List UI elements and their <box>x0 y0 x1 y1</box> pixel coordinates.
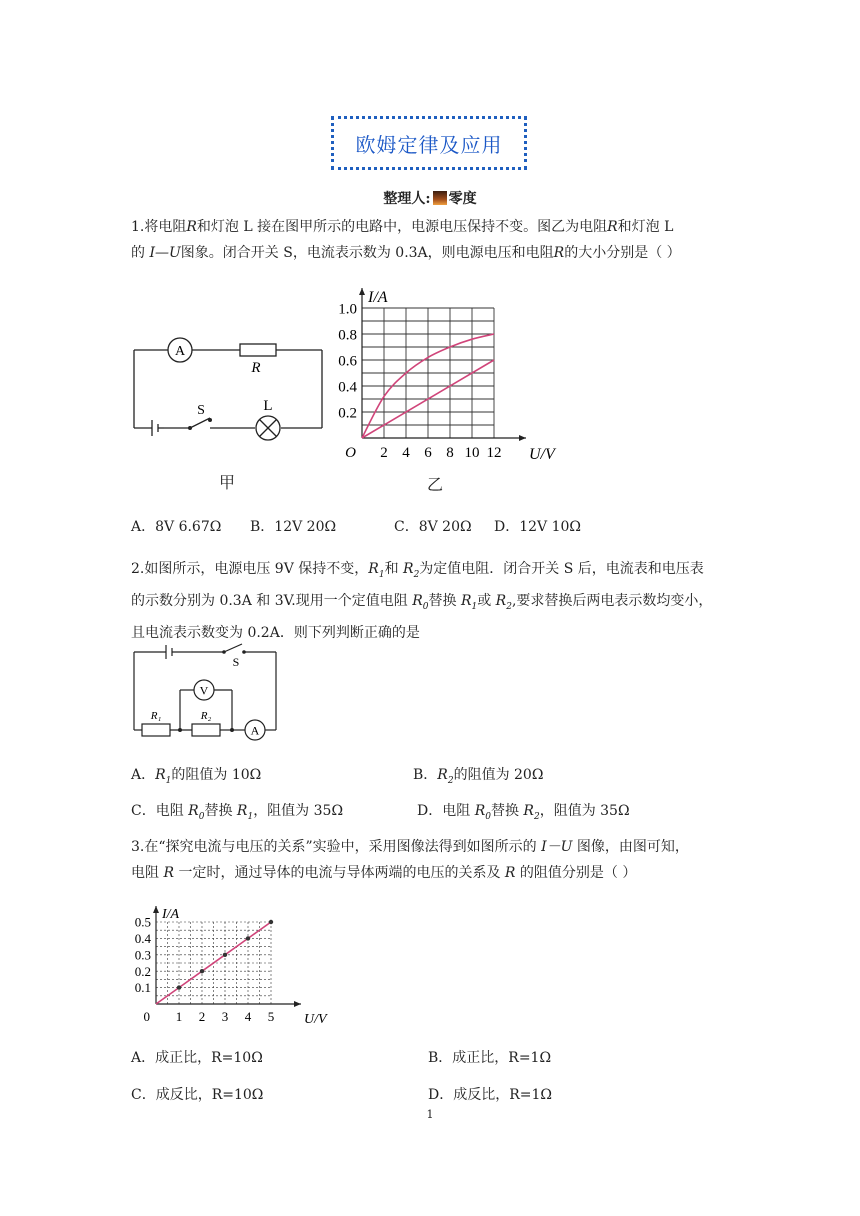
author-avatar <box>433 191 447 205</box>
q1-option-c: C．8V 20Ω <box>394 519 472 535</box>
x-tick-label: 4 <box>402 445 410 461</box>
y-tick-label: 0.5 <box>134 914 151 930</box>
y-axis-label: I/A <box>368 289 388 306</box>
y-tick-label: 0.4 <box>134 930 151 946</box>
x-tick-label: 6 <box>424 445 432 461</box>
q2-option-a: A．$R_1$的阻值为 10Ω <box>131 767 262 786</box>
q3-text: 3.在“探究电流与电压的关系”实验中，采用图像法得到如图所示的 I－U 图像，由图可知， 电阻 R 一定时，通过导体的电流与导体两端的电压的关系及 R 的阻值分别是（ ） <box>131 839 689 881</box>
data-point <box>269 920 273 924</box>
q3-option-d: D．成反比，R=1Ω <box>428 1087 553 1103</box>
y-axis-label: I/A <box>162 907 180 922</box>
data-point <box>246 936 250 940</box>
switch-label: S <box>197 403 205 418</box>
ammeter-label: A <box>174 344 186 359</box>
x-tick-label: 5 <box>267 1009 275 1024</box>
q3-option-a: A．成正比，R=10Ω <box>131 1050 263 1066</box>
x-axis-label: U/V <box>529 446 555 463</box>
x-tick-label: 2 <box>380 445 388 461</box>
r1-label: R₁ <box>150 710 162 722</box>
q2-option-b: B．$R_2$的阻值为 20Ω <box>413 767 544 786</box>
x-tick-label: 3 <box>221 1009 229 1024</box>
x-tick-label: 1 <box>175 1009 183 1024</box>
resistor-label: R <box>251 360 261 376</box>
y-tick-label: 0.4 <box>338 379 357 396</box>
y-tick-label: 0.6 <box>338 353 357 370</box>
data-point <box>223 953 227 957</box>
page-number: 1 <box>426 1108 434 1121</box>
q1-circuit-diagram <box>128 330 328 450</box>
y-axis-arrow <box>153 906 159 913</box>
q3-option-c: C．成反比，R=10Ω <box>131 1087 264 1103</box>
q2-option-c: C．电阻 $R_0$替换 $R_1$，阻值为 35Ω <box>131 803 344 822</box>
x-tick-label: 8 <box>446 445 454 461</box>
y-tick-label: 1.0 <box>338 301 357 318</box>
q3-iu-graph <box>128 896 328 1030</box>
r2-label: R₂ <box>200 710 212 722</box>
q2-circuit-diagram <box>128 640 288 744</box>
x-axis-label: U/V <box>304 1012 327 1027</box>
y-tick-label: 0.3 <box>134 947 151 963</box>
x-axis-arrow <box>294 1001 301 1007</box>
data-point <box>177 985 181 989</box>
q2-text: 2.如图所示，电源电压 9V 保持不变，$R_1$和 $R_2$为定值电阻．闭合开关 S 后，电流表和电压表 的示数分别为 0.3A 和 3V.现用一个定值电阻 $R_0$替换 $R_1$或 $R_2$,要求替换后两电表示数均变小， 且电流表示数变为 0.2A．则下列判断正确的是 <box>131 561 713 641</box>
x-tick-label: 2 <box>198 1009 206 1024</box>
y-tick-label: 0.2 <box>134 963 151 979</box>
y-tick-label: 0.2 <box>338 405 357 422</box>
voltmeter-label: V <box>199 683 209 698</box>
lamp-label: L <box>263 398 273 414</box>
q1-option-d: D．12V 10Ω <box>494 519 582 535</box>
q2-switch-label: S <box>232 655 240 669</box>
x-axis-arrow <box>519 435 526 441</box>
page-title: 欧姆定律及应用 <box>331 116 527 170</box>
q2-option-d: D．电阻 $R_0$替换 $R_2$，阻值为 35Ω <box>417 803 630 822</box>
q1-text: 1.将电阻R和灯泡 L 接在图甲所示的电路中，电源电压保持不变。图乙为电阻R和灯泡 L 的 I—U图象。闭合开关 S，电流表示数为 0.3A，则电源电压和电阻R的大小分别是（ ） <box>131 219 681 261</box>
q1-circuit-caption: 甲 <box>219 473 236 492</box>
y-axis-arrow <box>359 288 365 295</box>
origin-label: O <box>345 445 356 461</box>
data-point <box>200 969 204 973</box>
q1-option-b: B．12V 20Ω <box>250 519 337 535</box>
author-line: 整理人: 零度 <box>383 191 477 207</box>
x-tick-label: 10 <box>464 445 480 461</box>
q1-iu-graph <box>330 280 560 470</box>
q1-graph-caption: 乙 <box>427 475 444 494</box>
origin-label: 0 <box>143 1009 150 1024</box>
x-tick-label: 12 <box>486 445 502 461</box>
y-tick-label: 0.1 <box>134 980 151 996</box>
q3-option-b: B．成正比，R=1Ω <box>428 1050 552 1066</box>
q1-option-a: A．8V 6.67Ω <box>131 519 222 535</box>
x-tick-label: 4 <box>244 1009 252 1024</box>
q2-ammeter-label: A <box>250 723 260 738</box>
y-tick-label: 0.8 <box>338 327 357 344</box>
